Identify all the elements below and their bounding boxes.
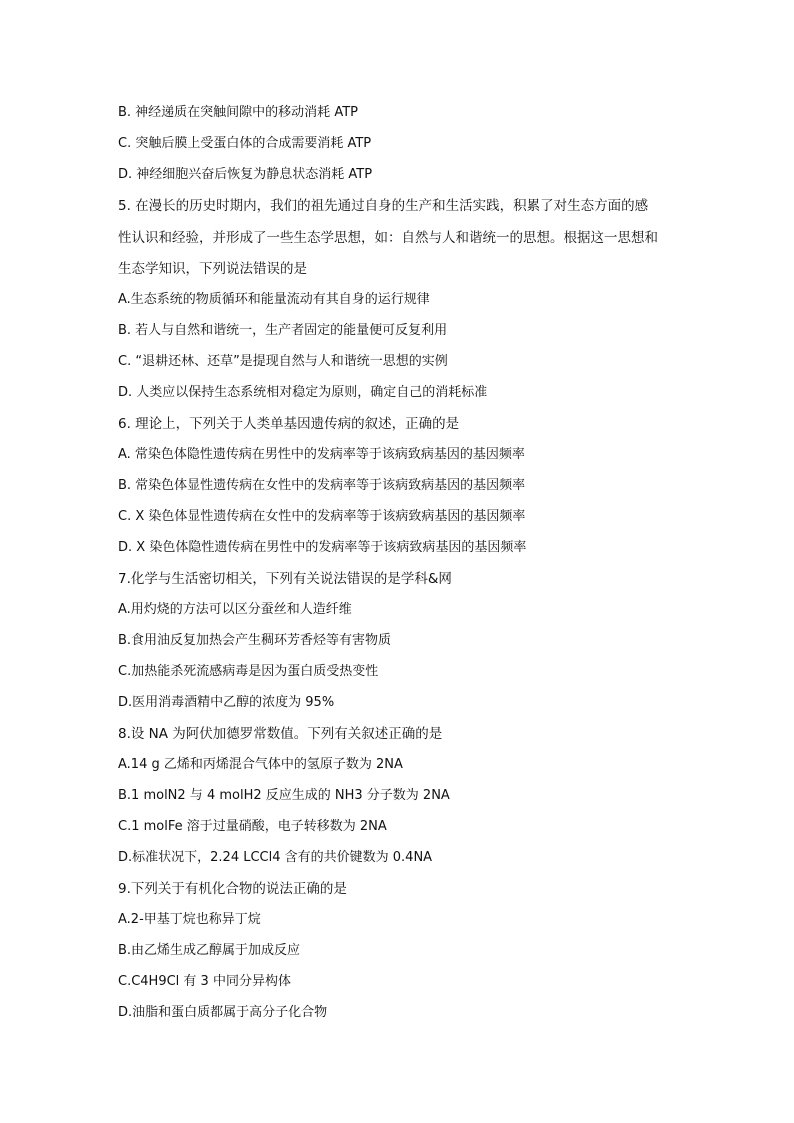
question-5-stem-line-2: 性认识和经验，并形成了一些生态学思想，如：自然与人和谐统一的思想。根据这一思想和 — [118, 230, 658, 246]
question-5-option-a: A.生态系统的物质循环和能量流动有其自身的运行规律 — [118, 292, 430, 307]
question-6-option-d: D. X 染色体隐性遗传病在男性中的发病率等于该病致病基因的基因频率 — [118, 540, 527, 555]
question-8-option-c: C.1 molFe 溶于过量硝酸，电子转移数为 2NA — [118, 819, 387, 834]
question-8-option-a: A.14 g 乙烯和丙烯混合气体中的氢原子数为 2NA — [118, 757, 403, 772]
question-6-option-b: B. 常染色体显性遗传病在女性中的发病率等于该病致病基因的基因频率 — [118, 478, 526, 493]
question-9-option-c: C.C4H9Cl 有 3 中同分异构体 — [118, 974, 291, 989]
question-6-option-c: C. X 染色体显性遗传病在女性中的发病率等于该病致病基因的基因频率 — [118, 509, 526, 524]
question-5-stem-line-1: 5. 在漫长的历史时期内，我们的祖先通过自身的生产和生活实践，积累了对生态方面的感 — [118, 198, 649, 214]
option-d-resting-state: D. 神经细胞兴奋后恢复为静息状态消耗 ATP — [118, 167, 373, 182]
question-6-option-a: A. 常染色体隐性遗传病在男性中的发病率等于该病致病基因的基因频率 — [118, 447, 525, 462]
question-7-option-c: C.加热能杀死流感病毒是因为蛋白质受热变性 — [118, 664, 379, 679]
question-7-option-b: B.食用油反复加热会产生稠环芳香烃等有害物质 — [118, 633, 392, 648]
question-5-option-d: D. 人类应以保持生态系统相对稳定为原则，确定自己的消耗标准 — [118, 385, 488, 400]
question-6-stem: 6. 理论上，下列关于人类单基因遗传病的叙述，正确的是 — [118, 416, 460, 432]
question-9-stem: 9.下列关于有机化合物的说法正确的是 — [118, 881, 347, 897]
question-7-option-a: A.用灼烧的方法可以区分蚕丝和人造纤维 — [118, 602, 352, 617]
question-8-option-b: B.1 molN2 与 4 molH2 反应生成的 NH3 分子数为 2NA — [118, 788, 450, 803]
question-7-stem: 7.化学与生活密切相关，下列有关说法错误的是学科&网 — [118, 571, 452, 587]
question-9-option-a: A.2-甲基丁烷也称异丁烷 — [118, 912, 261, 927]
question-5-option-c: C. “退耕还林、还草”是提现自然与人和谐统一思想的实例 — [118, 354, 448, 369]
question-8-option-d: D.标准状况下，2.24 LCCl4 含有的共价键数为 0.4NA — [118, 850, 433, 865]
question-7-option-d: D.医用消毒酒精中乙醇的浓度为 95% — [118, 695, 335, 710]
question-8-stem: 8.设 NA 为阿伏加德罗常数值。下列有关叙述正确的是 — [118, 726, 443, 742]
question-5-stem-line-3: 生态学知识，下列说法错误的是 — [118, 261, 307, 277]
question-5-option-b: B. 若人与自然和谐统一，生产者固定的能量便可反复利用 — [118, 323, 448, 338]
question-9-option-d: D.油脂和蛋白质都属于高分子化合物 — [118, 1005, 328, 1020]
option-b-neurotransmitter: B. 神经递质在突触间隙中的移动消耗 ATP — [118, 105, 358, 120]
option-c-receptor-protein: C. 突触后膜上受蛋白体的合成需要消耗 ATP — [118, 136, 372, 151]
question-9-option-b: B.由乙烯生成乙醇属于加成反应 — [118, 943, 301, 958]
